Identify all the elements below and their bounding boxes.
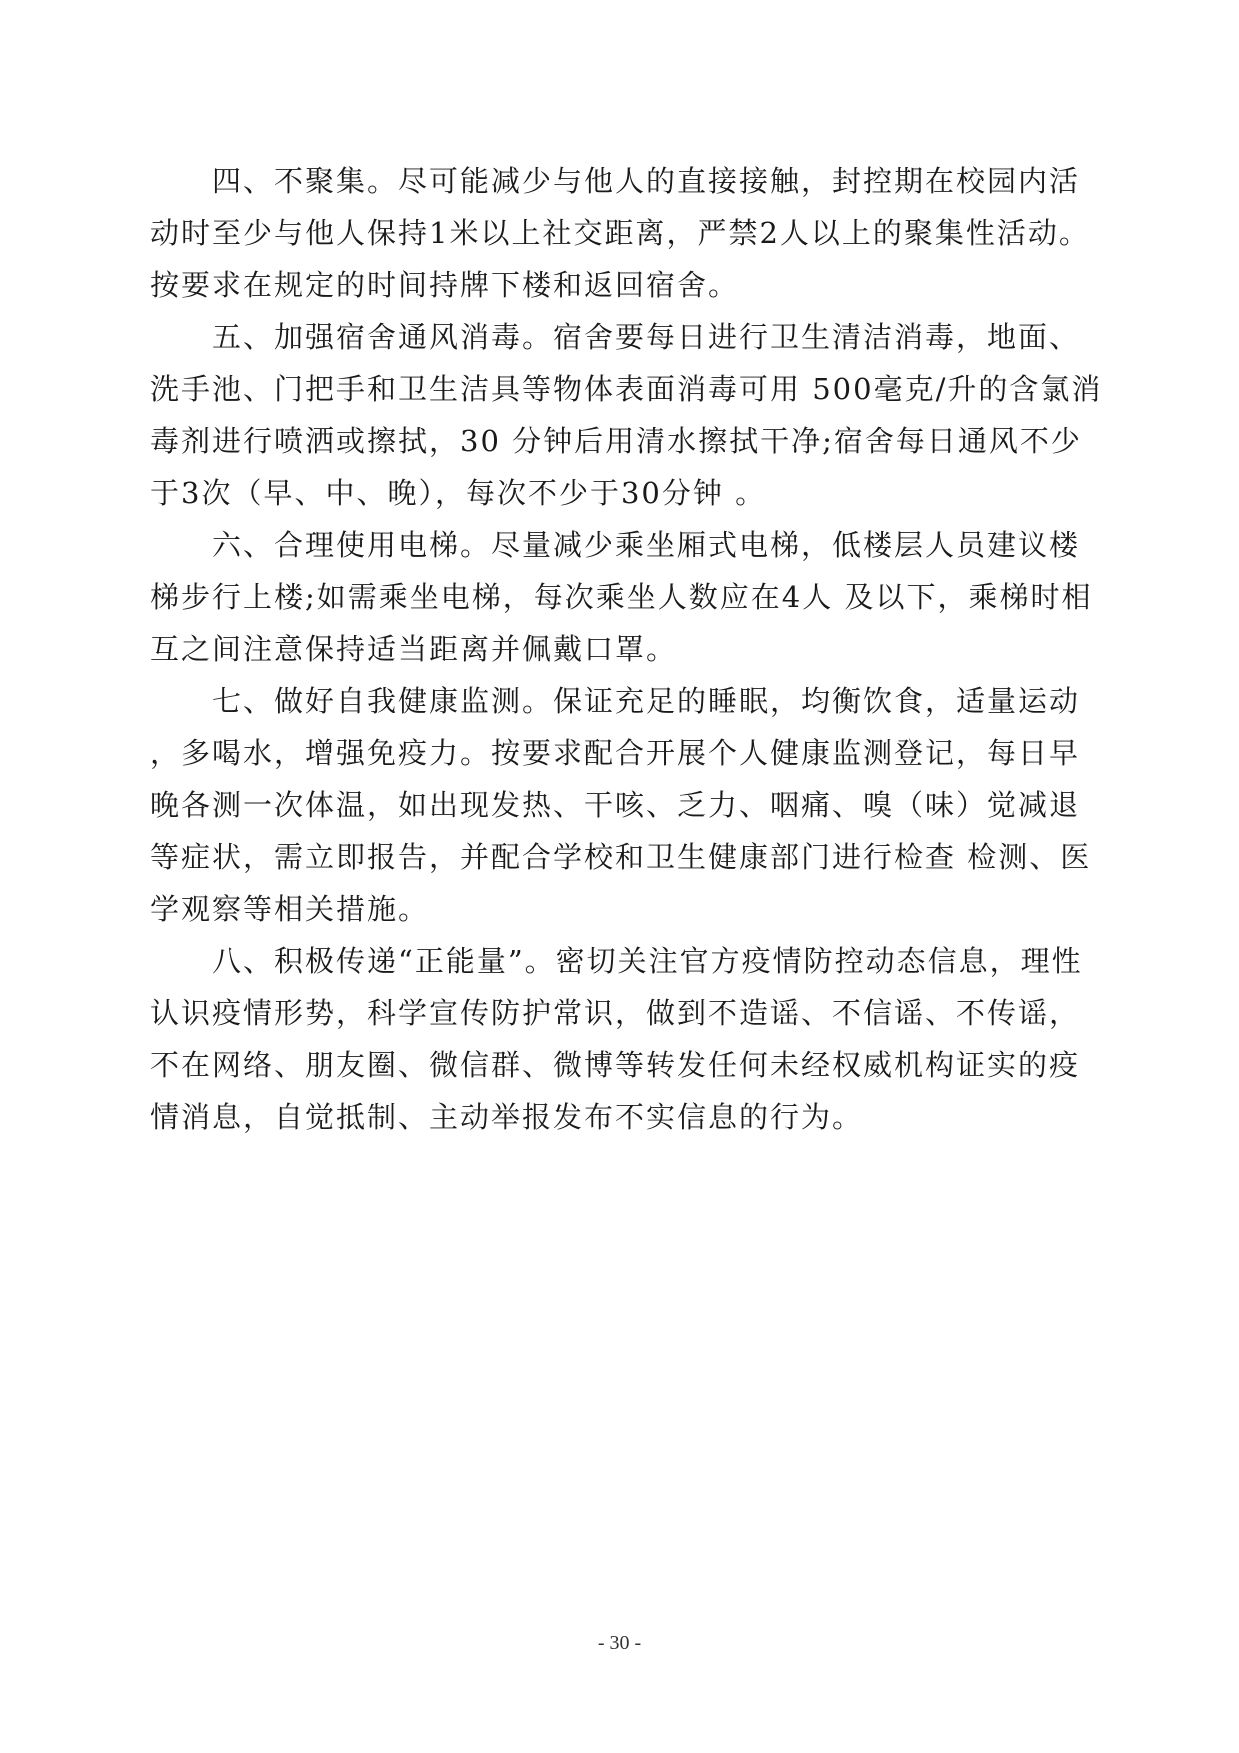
paragraph-line: ，多喝水，增强免疫力。按要求配合开展个人健康监测登记，每日早 [150,736,1081,770]
paragraph-line: 于3次（早、中、晚），每次不少于30分钟 。 [150,476,767,510]
paragraph-line: 洗手池、门把手和卫生洁具等物体表面消毒可用 500毫克/升的含氯消 [150,372,1103,406]
paragraph-positive-energy [150,935,1085,1143]
paragraph-line: 情消息，自觉抵制、主动举报发布不实信息的行为。 [150,1100,864,1134]
paragraph-line: 等症状，需立即报告，并配合学校和卫生健康部门进行检查 检测、医 [150,840,1092,874]
paragraph-gathering [150,155,1090,311]
paragraph-line: 梯步行上楼;如需乘坐电梯，每次乘坐人数应在4人 及以下，乘梯时相 [150,580,1093,614]
paragraph-line: 八、积极传递“正能量”。密切关注官方疫情防控动态信息，理性 [212,944,1083,978]
paragraph-line: 五、加强宿舍通风消毒。宿舍要每日进行卫生清洁消毒，地面、 [212,320,1081,354]
paragraph-line: 认识疫情形势，科学宣传防护常识，做到不造谣、不信谣、不传谣， [150,996,1081,1030]
paragraph-line: 毒剂进行喷洒或擦拭，30 分钟后用清水擦拭干净;宿舍每日通风不少 [150,424,1082,458]
paragraph-line: 学观察等相关措施。 [150,892,430,926]
paragraph-elevator [150,519,1093,675]
paragraph-line: 动时至少与他人保持1米以上社交距离，严禁2人以上的聚集性活动。 [150,216,1090,250]
paragraph-line: 不在网络、朋友圈、微信群、微博等转发任何未经权威机构证实的疫 [150,1048,1081,1082]
paragraph-line: 六、合理使用电梯。尽量减少乘坐厢式电梯，低楼层人员建议楼 [212,528,1081,562]
paragraph-line: 晚各测一次体温，如出现发热、干咳、乏力、咽痛、嗅（味）觉减退 [150,788,1081,822]
paragraph-line: 按要求在规定的时间持牌下楼和返回宿舍。 [150,268,740,302]
document-body [150,155,1103,1143]
paragraph-ventilation [150,311,1103,519]
paragraph-health-monitoring [150,675,1092,935]
paragraph-line: 四、不聚集。尽可能减少与他人的直接接触，封控期在校园内活 [212,164,1081,198]
page-number: - 30 - [597,1632,642,1654]
paragraph-line: 互之间注意保持适当距离并佩戴口罩。 [150,632,678,666]
paragraph-line: 七、做好自我健康监测。保证充足的睡眠，均衡饮食，适量运动 [212,684,1081,718]
